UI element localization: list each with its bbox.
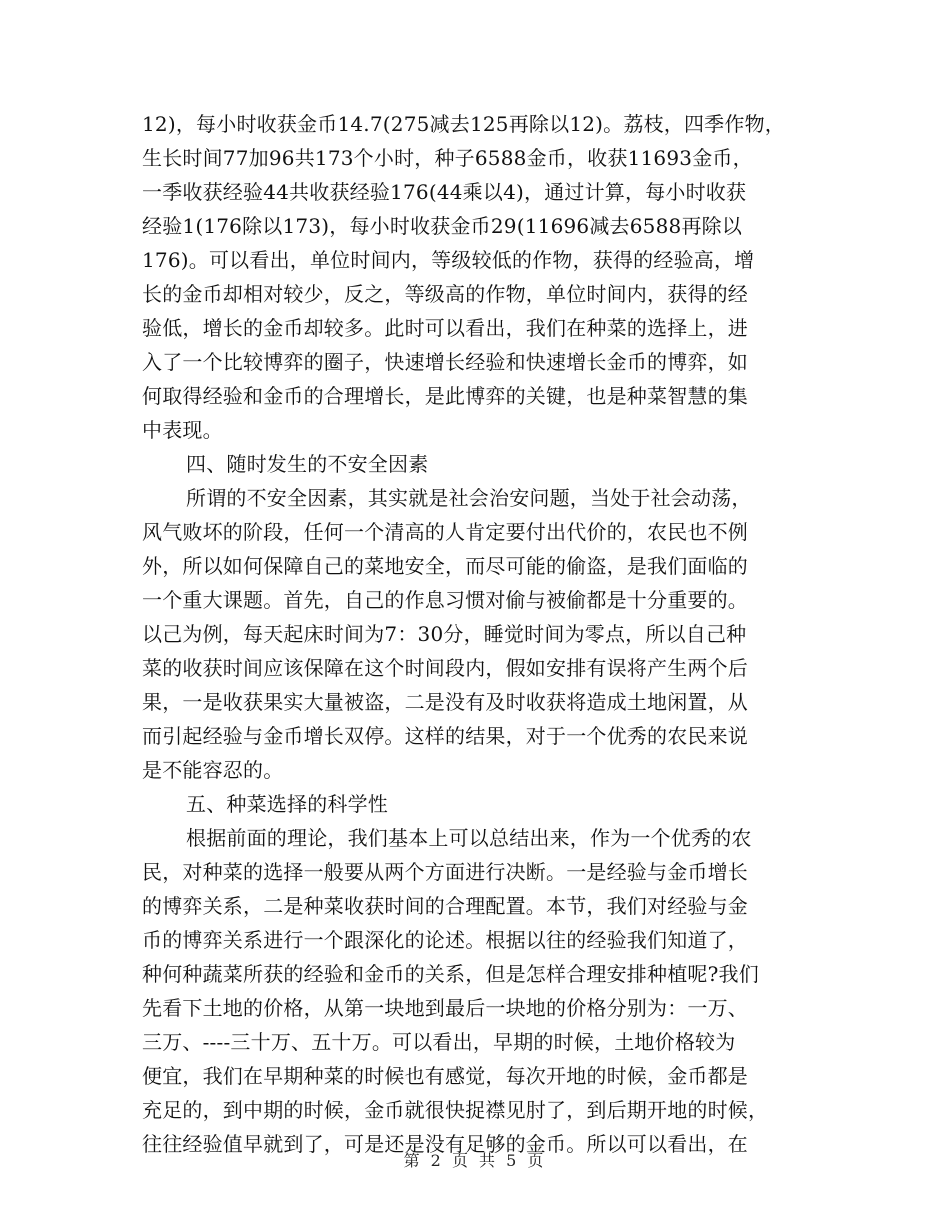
text-line: 12)，每小时收获金币14.7(275减去125再除以12)。荔枝，四季作物， — [142, 112, 785, 136]
text-line: 入了一个比较博弈的圈子，快速增长经验和快速增长金币的博弈，如 — [142, 350, 748, 374]
text-line: 一个重大课题。首先，自己的作息习惯对偷与被偷都是十分重要的。 — [142, 588, 748, 612]
text-line: 外，所以如何保障自己的菜地安全，而尽可能的偷盗，是我们面临的 — [142, 554, 748, 578]
text-line: 中表现。 — [142, 418, 223, 442]
text-line: 四、随时发生的不安全因素 — [186, 452, 429, 476]
text-line: 民，对种菜的选择一般要从两个方面进行决断。一是经验与金币增长 — [142, 860, 748, 884]
text-line: 生长时间77加96共173个小时，种子6588金币，收获11693金币， — [142, 146, 753, 170]
text-line: 是不能容忍的。 — [142, 758, 284, 782]
page-footer: 第 2 页 共 5 页 — [403, 1151, 547, 1170]
text-line: 长的金币却相对较少，反之，等级高的作物，单位时间内，获得的经 — [142, 282, 748, 306]
text-line: 经验1(176除以173)，每小时收获金币29(11696减去6588再除以 — [142, 214, 743, 238]
text-line: 176)。可以看出，单位时间内，等级较低的作物，获得的经验高，增 — [142, 248, 755, 272]
text-line: 而引起经验与金币增长双停。这样的结果，对于一个优秀的农民来说 — [142, 724, 748, 748]
text-line: 风气败坏的阶段，任何一个清高的人肯定要付出代价的，农民也不例 — [142, 520, 748, 544]
text-line: 五、种菜选择的科学性 — [186, 792, 388, 816]
text-line: 一季收获经验44共收获经验176(44乘以4)，通过计算，每小时收获 — [142, 180, 747, 204]
text-line: 往往经验值早就到了，可是还是没有足够的金币。所以可以看出，在 — [142, 1132, 748, 1156]
text-line: 何取得经验和金币的合理增长，是此博弈的关键，也是种菜智慧的集 — [142, 384, 748, 408]
text-line: 便宜，我们在早期种菜的时候也有感觉，每次开地的时候，金币都是 — [142, 1064, 748, 1088]
document-body — [142, 107, 822, 1161]
text-line: 的博弈关系，二是种菜收获时间的合理配置。本节，我们对经验与金 — [142, 894, 748, 918]
text-line: 充足的，到中期的时候，金币就很快捉襟见肘了，到后期开地的时候， — [142, 1098, 769, 1122]
text-line: 三万、----三十万、五十万。可以看出，早期的时候，土地价格较为 — [142, 1030, 736, 1054]
text-line: 币的博弈关系进行一个跟深化的论述。根据以往的经验我们知道了， — [142, 928, 748, 952]
text-line: 菜的收获时间应该保障在这个时间段内，假如安排有误将产生两个后 — [142, 656, 748, 680]
text-line: 先看下土地的价格，从第一块地到最后一块地的价格分别为：一万、 — [142, 996, 748, 1020]
text-line: 根据前面的理论，我们基本上可以总结出来，作为一个优秀的农 — [186, 826, 752, 850]
text-line: 果，一是收获果实大量被盗，二是没有及时收获将造成土地闲置，从 — [142, 690, 748, 714]
text-line: 以己为例，每天起床时间为7：30分，睡觉时间为零点，所以自己种 — [142, 622, 747, 646]
text-line: 种何种蔬菜所获的经验和金币的关系，但是怎样合理安排种植呢?我们 — [142, 962, 759, 986]
text-line: 验低，增长的金币却较多。此时可以看出，我们在种菜的选择上，进 — [142, 316, 748, 340]
text-line: 所谓的不安全因素，其实就是社会治安问题，当处于社会动荡， — [186, 486, 752, 510]
